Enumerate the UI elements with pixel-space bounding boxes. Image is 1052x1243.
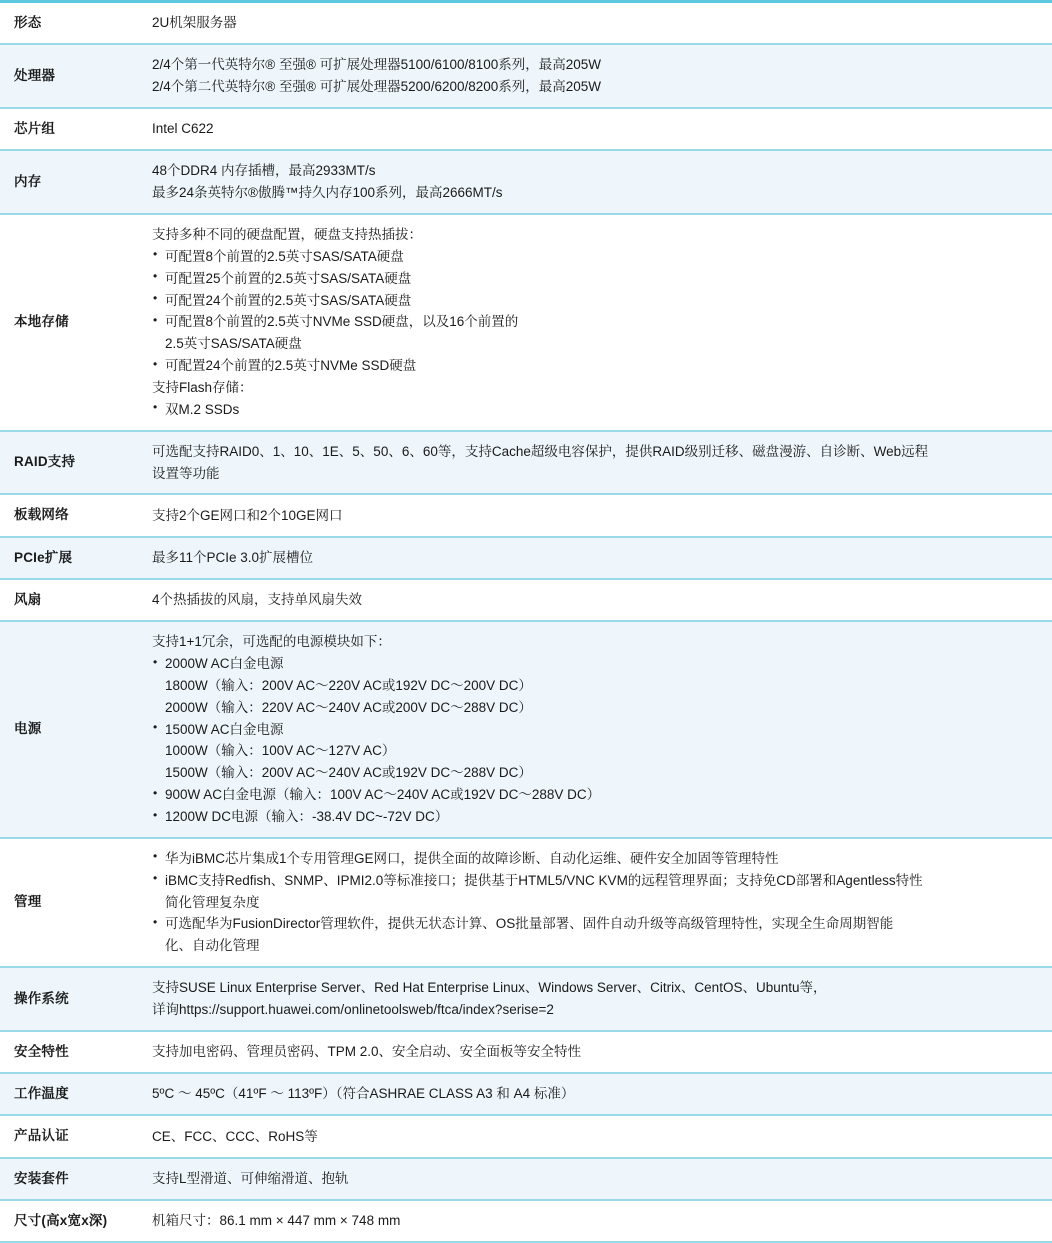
spec-row — [0, 2, 1052, 45]
spec-bullet-list — [152, 653, 1038, 828]
spec-bullet-subline: 2000W（输入：220V AC～240V AC或200V DC～288V DC） — [165, 699, 532, 715]
spec-bullet-list — [152, 848, 1038, 957]
spec-row — [0, 967, 1052, 1031]
spec-bullet-text: 可选配华为FusionDirector管理软件，提供无状态计算、OS批量部署、固件自动升级等高级管理特性，实现全生命周期智能 — [165, 916, 894, 932]
spec-row — [0, 214, 1052, 431]
spec-value-intro: 支持1+1冗余，可选配的电源模块如下： — [152, 634, 391, 650]
spec-bullet-item — [152, 806, 1038, 828]
spec-bullet-text: 华为iBMC芯片集成1个专用管理GE网口，提供全面的故障诊断、自动化运维、硬件安全加固等管理特性 — [165, 850, 779, 866]
spec-row — [0, 150, 1052, 214]
spec-row — [0, 431, 1052, 495]
spec-label: 内存 — [14, 173, 42, 189]
spec-bullet-subline: 1000W（输入：100V AC～127V AC） — [165, 743, 396, 759]
spec-label: 电源 — [14, 721, 42, 737]
spec-bullet-item — [152, 290, 1038, 312]
spec-row — [0, 1200, 1052, 1242]
spec-value-line: 设置等功能 — [152, 465, 220, 481]
spec-bullet-item — [152, 870, 1038, 914]
spec-value-line: 机箱尺寸：86.1 mm × 447 mm × 748 mm — [152, 1213, 401, 1229]
spec-bullet-text: 2000W AC白金电源 — [165, 656, 284, 671]
spec-value-line: 可选配支持RAID0、1、10、1E、5、50、6、60等，支持Cache超级电容保护，提供RAID级别迁移、磁盘漫游、自诊断、Web远程 — [152, 443, 929, 459]
spec-label: 风扇 — [14, 591, 42, 607]
spec-row — [0, 537, 1052, 579]
spec-row — [0, 621, 1052, 838]
spec-label: 管理 — [14, 894, 42, 910]
spec-label: 安装套件 — [14, 1170, 69, 1186]
spec-bullet-text: 双M.2 SSDs — [165, 401, 240, 417]
spec-row — [0, 44, 1052, 108]
spec-value-line: Intel C622 — [152, 121, 214, 137]
spec-label: 操作系统 — [14, 990, 69, 1006]
spec-value — [152, 838, 1052, 967]
spec-value — [152, 44, 1052, 108]
spec-bullet-text: 1200W DC电源（输入：-38.4V DC~-72V DC） — [165, 809, 449, 825]
spec-value-line: 48个DDR4 内存插槽，最高2933MT/s — [152, 163, 376, 179]
spec-bullet-item — [152, 355, 1038, 377]
spec-value — [152, 494, 1052, 536]
spec-value-line: 支持L型滑道、可伸缩滑道、抱轨 — [152, 1170, 349, 1186]
spec-value-line: 2U机架服务器 — [152, 15, 237, 31]
spec-value-intro: 支持多种不同的硬盘配置，硬盘支持热插拔： — [152, 226, 422, 242]
spec-bullet-item — [152, 784, 1038, 806]
spec-value-line: 4个热插拔的风扇，支持单风扇失效 — [152, 592, 363, 608]
spec-value — [152, 2, 1052, 45]
spec-bullet-item — [152, 399, 1038, 421]
spec-value — [152, 1158, 1052, 1200]
spec-value-line: 2/4个第二代英特尔® 至强® 可扩展处理器5200/6200/8200系列，最高205W — [152, 79, 602, 95]
spec-row — [0, 494, 1052, 536]
spec-bullet-subline: 简化管理复杂度 — [165, 894, 260, 910]
spec-value — [152, 431, 1052, 495]
spec-value — [152, 537, 1052, 579]
spec-bullet-text: 900W AC白金电源（输入：100V AC～240V AC或192V DC～288V DC） — [165, 787, 601, 803]
spec-bullet-text: 可配置24个前置的2.5英寸SAS/SATA硬盘 — [165, 292, 412, 308]
spec-value-line: 详询https://support.huawei.com/onlinetoolsweb/ftca/index?serise=2 — [152, 1002, 554, 1018]
spec-bullet-item — [152, 913, 1038, 957]
spec-value-line: 最多24条英特尔®傲腾™持久内存100系列，最高2666MT/s — [152, 185, 503, 201]
spec-bullet-text: 可配置8个前置的2.5英寸NVMe SSD硬盘，以及16个前置的 — [165, 314, 519, 330]
spec-bullet-item — [152, 311, 1038, 355]
spec-row — [0, 1115, 1052, 1157]
spec-bullet-item — [152, 848, 1038, 870]
spec-value-line: 2/4个第一代英特尔® 至强® 可扩展处理器5100/6100/8100系列，最高205W — [152, 57, 602, 73]
spec-bullet-list — [152, 246, 1038, 377]
spec-label: 安全特性 — [14, 1043, 69, 1059]
spec-bullet-text: iBMC支持Redfish、SNMP、IPMI2.0等标准接口；提供基于HTML5/VNC KVM的远程管理界面；支持免CD部署和Agentless特性 — [165, 872, 923, 888]
spec-value — [152, 1115, 1052, 1157]
spec-label: 工作温度 — [14, 1086, 69, 1102]
spec-value-line: 支持SUSE Linux Enterprise Server、Red Hat Enterprise Linux、Windows Server、Citrix、CentOS、Ubuntu等， — [152, 980, 827, 996]
spec-row — [0, 579, 1052, 621]
spec-label: RAID支持 — [14, 454, 76, 470]
spec-value-line: 支持2个GE网口和2个10GE网口 — [152, 507, 343, 523]
spec-value-line: 最多11个PCIe 3.0扩展槽位 — [152, 549, 314, 565]
spec-bullet-item — [152, 246, 1038, 268]
spec-label: 处理器 — [14, 67, 56, 83]
spec-label: 产品认证 — [14, 1128, 69, 1144]
spec-value-mid: 支持Flash存储： — [152, 379, 253, 395]
spec-label: 芯片组 — [14, 120, 56, 136]
spec-bullet-text: 可配置24个前置的2.5英寸NVMe SSD硬盘 — [165, 358, 417, 374]
spec-row — [0, 108, 1052, 150]
spec-value — [152, 621, 1052, 838]
spec-row — [0, 1158, 1052, 1200]
spec-value — [152, 1073, 1052, 1115]
spec-bullet-text: 可配置8个前置的2.5英寸SAS/SATA硬盘 — [165, 248, 404, 264]
spec-bullet-text: 1500W AC白金电源 — [165, 721, 284, 737]
spec-label: 板载网络 — [14, 507, 69, 523]
spec-value-line: 5ºC ～ 45ºC（41ºF ～ 113ºF）（符合ASHRAE CLASS A3 和 A4 标准） — [152, 1086, 575, 1102]
spec-bullet-item — [152, 268, 1038, 290]
spec-value — [152, 150, 1052, 214]
spec-label: 形态 — [14, 15, 42, 30]
spec-bullet-subline: 2.5英寸SAS/SATA硬盘 — [165, 336, 302, 352]
spec-label: 尺寸(高x宽x深) — [14, 1212, 108, 1228]
spec-row — [0, 1031, 1052, 1073]
spec-value-line: 支持加电密码、管理员密码、TPM 2.0、安全启动、安全面板等安全特性 — [152, 1044, 582, 1060]
spec-bullet-subline: 1800W（输入：200V AC～220V AC或192V DC～200V DC） — [165, 677, 532, 693]
spec-label: 本地存储 — [14, 314, 69, 330]
spec-label: PCIe扩展 — [14, 549, 73, 565]
spec-bullet-subline: 化、自动化管理 — [165, 938, 260, 954]
spec-bullet-item — [152, 653, 1038, 719]
spec-value — [152, 1031, 1052, 1073]
spec-row — [0, 1073, 1052, 1115]
spec-row — [0, 838, 1052, 967]
specification-table-body — [0, 2, 1052, 1243]
spec-value — [152, 214, 1052, 431]
spec-bullet-item — [152, 719, 1038, 785]
spec-value — [152, 1200, 1052, 1242]
spec-value — [152, 967, 1052, 1031]
spec-value — [152, 579, 1052, 621]
spec-value-line: CE、FCC、CCC、RoHS等 — [152, 1128, 318, 1144]
spec-bullet-subline: 1500W（输入：200V AC～240V AC或192V DC～288V DC） — [165, 765, 532, 781]
spec-bullet-list — [152, 399, 1038, 421]
spec-bullet-text: 可配置25个前置的2.5英寸SAS/SATA硬盘 — [165, 270, 412, 286]
spec-value — [152, 108, 1052, 150]
